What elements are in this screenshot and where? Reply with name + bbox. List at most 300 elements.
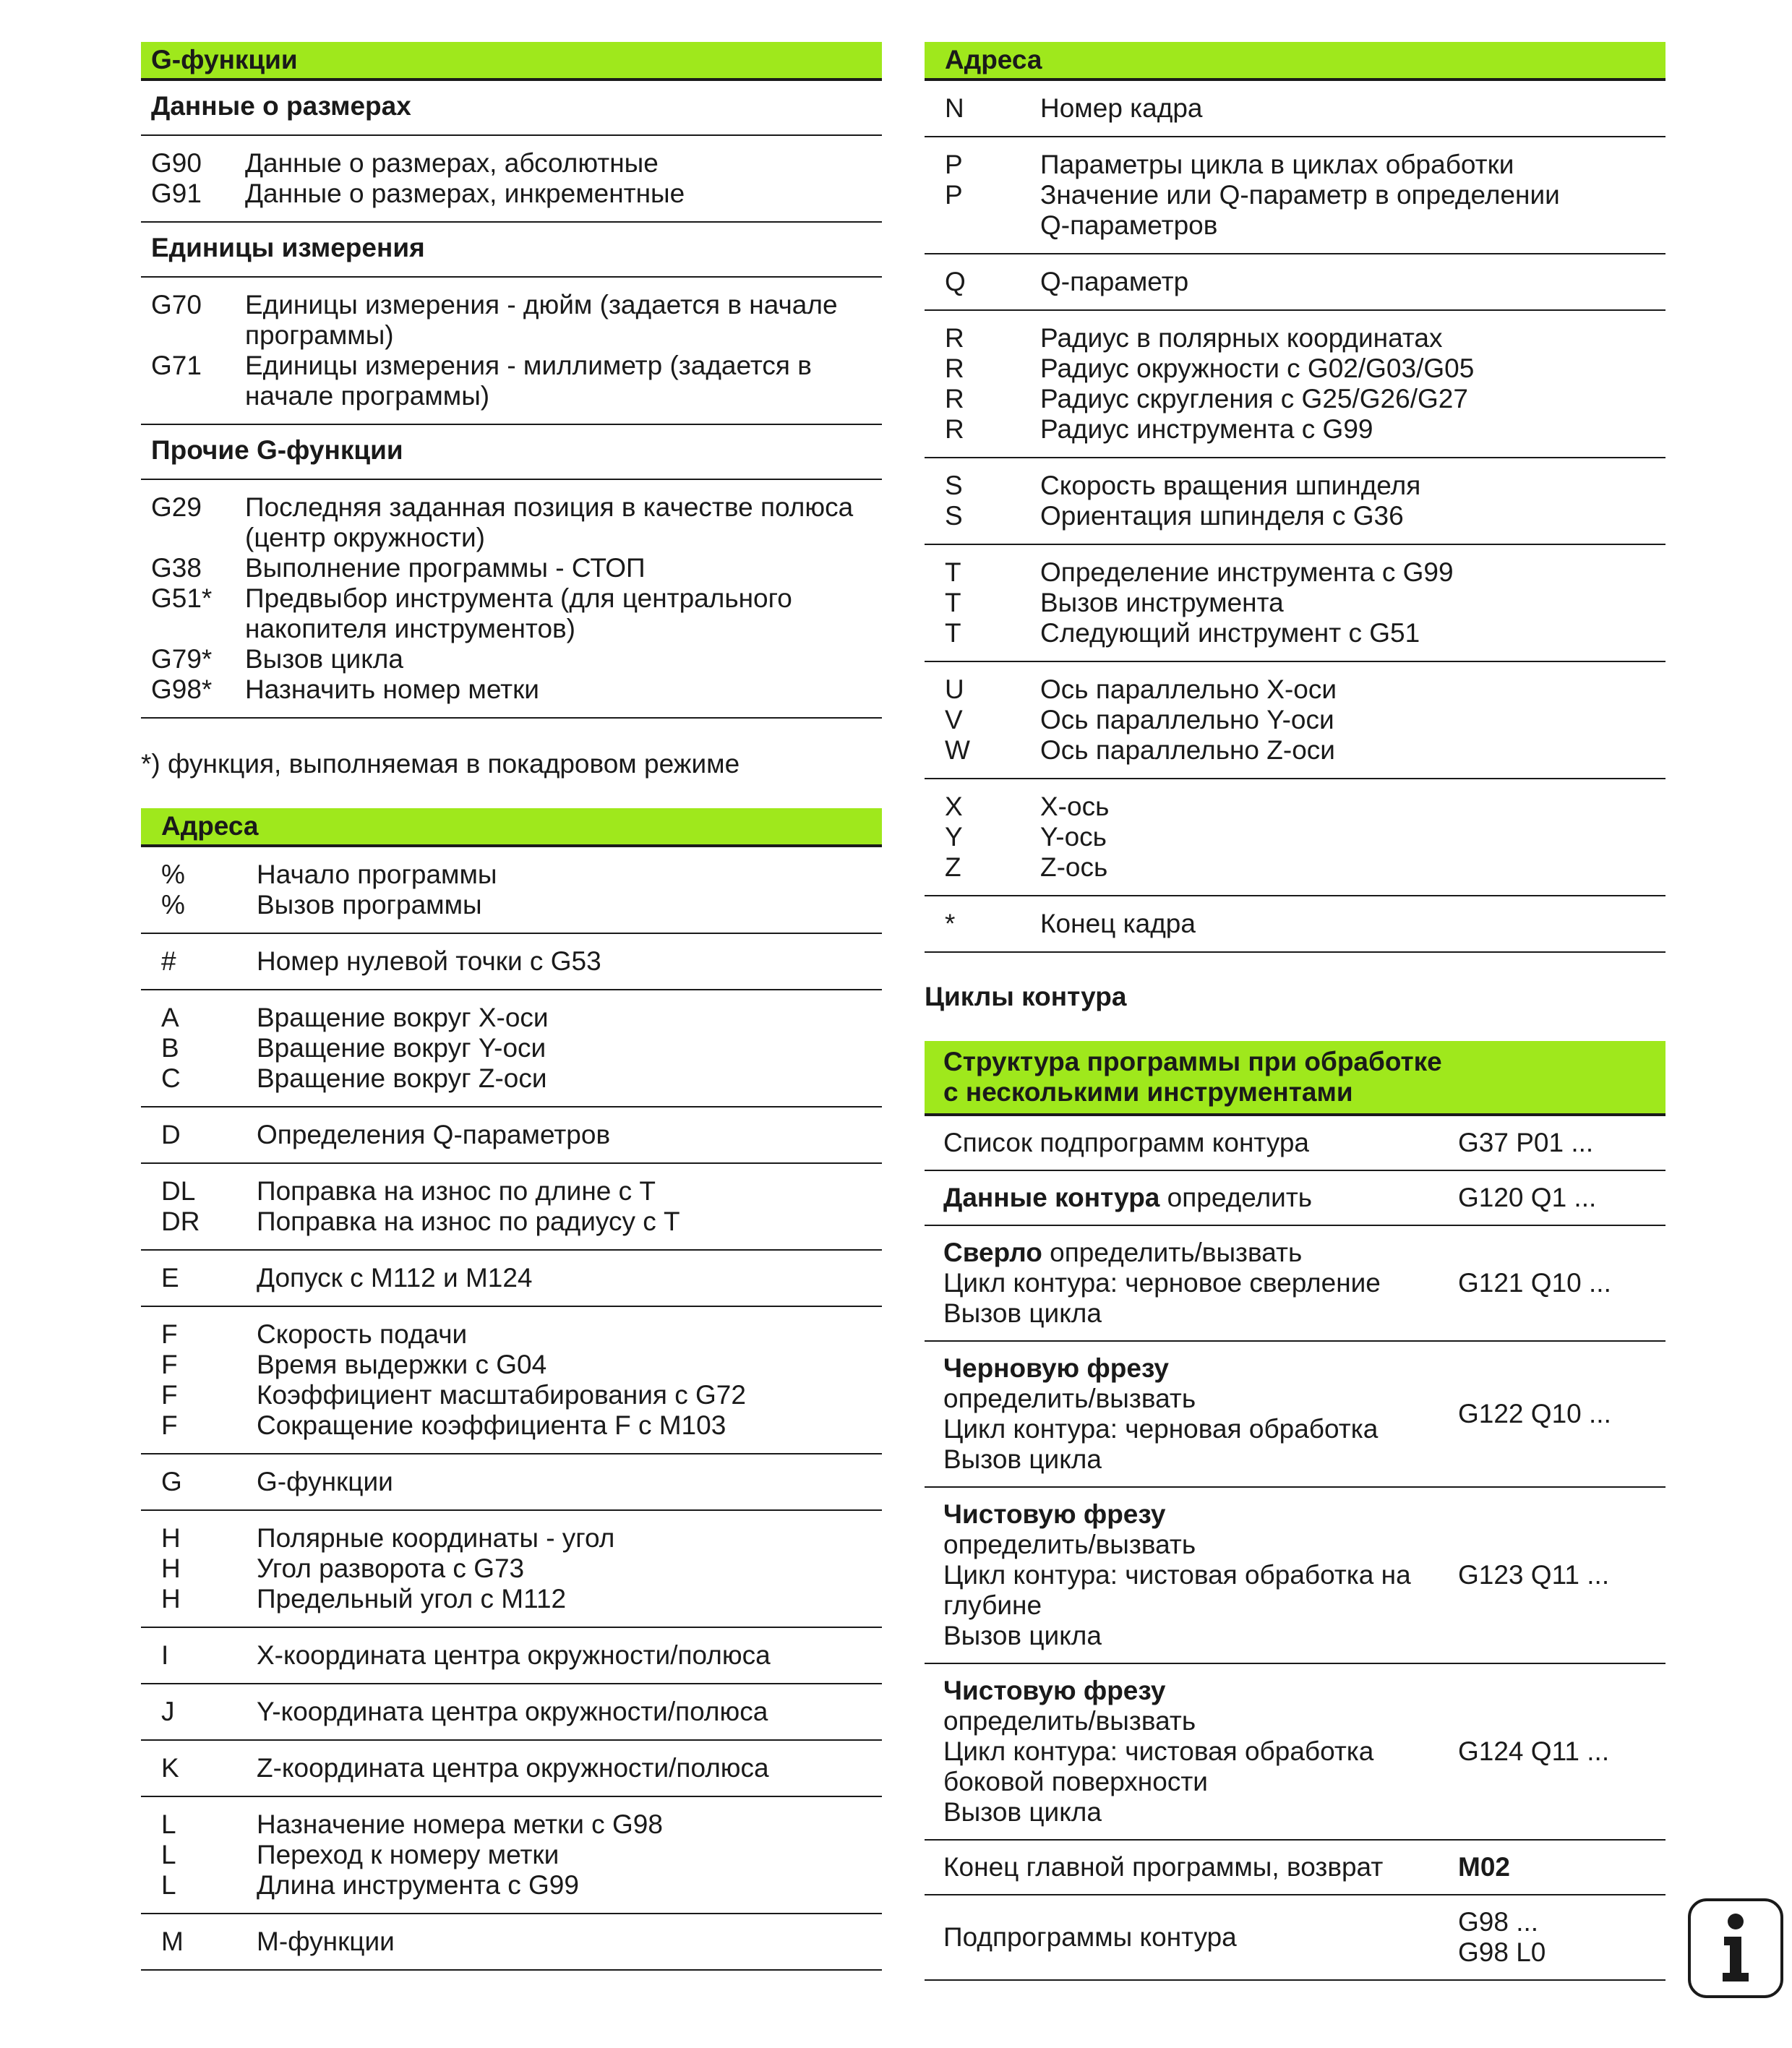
code-description [245, 492, 882, 553]
address-row [925, 414, 1665, 445]
cycle-first-line [943, 1676, 1458, 1706]
cycle-description [925, 1183, 1458, 1213]
address-description: Сокращение коэффициента F с M103 [257, 1410, 726, 1440]
description-line: программы) [245, 320, 394, 350]
cycle-bold-term: Чистовую фрезу [943, 1499, 1166, 1529]
address-letter: H [161, 1554, 181, 1583]
address-description [1040, 909, 1665, 939]
description-line: Ориентация шпинделя с G36 [1040, 501, 1404, 531]
description-line: начале программы) [245, 381, 490, 411]
address-group [925, 662, 1665, 779]
description-line: Ось параллельно Z-оси [1040, 735, 1335, 765]
address-row [925, 909, 1665, 939]
cycle-code-line: G37 P01 ... [1458, 1128, 1594, 1157]
addresses-header-right: Адреса [925, 42, 1665, 81]
address-letter: R [945, 414, 964, 444]
address-group [141, 1164, 882, 1251]
address-row [925, 323, 1665, 354]
address-group [925, 779, 1665, 896]
code-row [141, 492, 882, 553]
address-row [141, 1410, 882, 1441]
description-line: Единицы измерения - дюйм (задается в начале [245, 290, 838, 320]
description-line: Радиус инструмента с G99 [1040, 414, 1373, 444]
cycle-first-line [943, 1499, 1458, 1530]
cycle-description [925, 1676, 1458, 1828]
address-description: Допуск с M112 и M124 [257, 1263, 533, 1293]
g-code: G79* [151, 644, 213, 674]
g-code: G71 [151, 351, 202, 380]
address-letter: C [161, 1063, 181, 1093]
cycle-code [1458, 1560, 1665, 1590]
cycle-code-line: G122 Q10 ... [1458, 1399, 1611, 1428]
description-line: Вызов инструмента [1040, 588, 1284, 617]
cycle-description [925, 1238, 1458, 1329]
code-row [141, 583, 882, 644]
description-line: Значение или Q-параметр в определении [1040, 180, 1560, 210]
address-letter: N [945, 93, 964, 123]
cycle-code-line: M02 [1458, 1852, 1510, 1882]
address-row [925, 180, 1665, 241]
address-description [1040, 588, 1665, 618]
cycle-line: Цикл контура: чистовая обработка на [943, 1560, 1411, 1590]
g-code: G98* [151, 674, 213, 704]
description-line: Определение инструмента с G99 [1040, 557, 1454, 587]
address-row [925, 674, 1665, 705]
address-row [925, 93, 1665, 124]
address-group [925, 254, 1665, 311]
address-group [141, 1307, 882, 1454]
description-line: Номер кадра [1040, 93, 1203, 123]
cycle-code-line: G121 Q10 ... [1458, 1268, 1611, 1298]
address-letter: S [945, 471, 963, 500]
section-title: Прочие G-функции [141, 425, 882, 480]
address-description [1040, 384, 1665, 414]
cycle-action: определить/вызвать [1042, 1238, 1303, 1267]
cycle-line: Вызов цикла [943, 1444, 1102, 1474]
address-description: Переход к номеру метки [257, 1840, 560, 1869]
description-line: Y-ось [1040, 822, 1107, 852]
cycle-code [1458, 1268, 1665, 1298]
cycle-line: боковой поверхности [943, 1767, 1208, 1796]
address-group [141, 1251, 882, 1307]
address-letter: X [945, 792, 963, 821]
g-functions-sections [141, 81, 882, 719]
description-line: Назначить номер метки [245, 674, 539, 704]
address-row [141, 1640, 882, 1671]
address-letter: G [161, 1467, 182, 1496]
address-row [141, 860, 882, 890]
address-description: Коэффициент масштабирования с G72 [257, 1380, 746, 1410]
address-letter: I [161, 1640, 169, 1670]
address-group [925, 81, 1665, 137]
address-letter: * [945, 909, 956, 938]
cycle-first-line [943, 1183, 1458, 1213]
cycle-first-line [943, 1238, 1458, 1268]
address-description: Y-координата центра окружности/полюса [257, 1697, 768, 1726]
address-row [925, 735, 1665, 766]
cycle-line: Вызов цикла [943, 1298, 1102, 1328]
g-code: G91 [151, 179, 202, 208]
cycle-row [925, 1342, 1665, 1488]
code-group [141, 480, 882, 719]
info-icon [1688, 1898, 1783, 1998]
address-row [141, 1033, 882, 1063]
address-row [925, 618, 1665, 648]
cycle-code [1458, 1852, 1665, 1882]
description-line: Вызов цикла [245, 644, 403, 674]
address-row [141, 1809, 882, 1840]
code-row [141, 553, 882, 583]
address-row [141, 1063, 882, 1094]
cycle-code-line: G123 Q11 ... [1458, 1560, 1610, 1590]
address-letter: B [161, 1033, 179, 1063]
address-letter: F [161, 1319, 178, 1349]
address-description: X-координата центра окружности/полюса [257, 1640, 771, 1670]
left-column [141, 42, 882, 1971]
address-letter: H [161, 1523, 181, 1553]
cycle-row [925, 1116, 1665, 1171]
address-description [1040, 557, 1665, 588]
address-description [1040, 323, 1665, 354]
address-letter: L [161, 1840, 176, 1869]
code-description [245, 148, 882, 179]
address-description: Время выдержки с G04 [257, 1350, 547, 1379]
code-description [245, 179, 882, 209]
address-row [141, 1207, 882, 1237]
description-line: Q-параметров [1040, 210, 1218, 240]
cycle-line: Цикл контура: чистовая обработка [943, 1736, 1374, 1766]
address-letter: Q [945, 267, 966, 296]
section-title: Данные о размерах [141, 81, 882, 136]
contour-cycles-table [925, 1116, 1665, 1981]
cycle-line: Вызов цикла [943, 1621, 1102, 1650]
program-structure-header-line2: с несколькими инструментами [943, 1077, 1353, 1107]
cycle-first-line [943, 1353, 1458, 1384]
address-description: Полярные координаты - угол [257, 1523, 615, 1553]
cycle-line: Цикл контура: черновая обработка [943, 1414, 1379, 1444]
addresses-list-left [141, 847, 882, 1971]
code-description [245, 553, 882, 583]
address-group [141, 1454, 882, 1511]
address-description [1040, 180, 1665, 241]
cycle-line: Список подпрограмм контура [943, 1128, 1309, 1157]
address-group [925, 311, 1665, 458]
cycle-description [925, 1499, 1458, 1651]
cycle-action: определить [1159, 1183, 1313, 1212]
address-group [925, 458, 1665, 545]
address-row [141, 1003, 882, 1033]
address-letter: A [161, 1003, 179, 1032]
address-row [925, 384, 1665, 414]
description-line: накопителя инструментов) [245, 614, 576, 643]
description-line: Последняя заданная позиция в качестве полюса [245, 492, 854, 522]
address-letter: K [161, 1753, 179, 1783]
address-description: Предельный угол с M112 [257, 1584, 567, 1614]
address-group [141, 1628, 882, 1684]
code-description [245, 290, 882, 351]
address-group [141, 1107, 882, 1164]
address-row [925, 354, 1665, 384]
section-title: Единицы измерения [141, 223, 882, 278]
address-letter: H [161, 1584, 181, 1614]
cycle-line: определить/вызвать [943, 1706, 1196, 1736]
address-group [925, 545, 1665, 662]
cycle-description [925, 1353, 1458, 1475]
address-row [925, 705, 1665, 735]
address-description [1040, 674, 1665, 705]
address-letter: E [161, 1263, 179, 1293]
code-row [141, 644, 882, 674]
address-group [141, 934, 882, 990]
address-row [141, 1380, 882, 1410]
address-description: M-функции [257, 1927, 395, 1956]
address-description: Определения Q-параметров [257, 1120, 611, 1149]
contour-cycles-title: Циклы контура [925, 982, 1127, 1011]
cycle-description [925, 1128, 1458, 1158]
address-row [141, 1840, 882, 1870]
description-line: Параметры цикла в циклах обработки [1040, 150, 1514, 179]
address-row [141, 890, 882, 920]
code-group [141, 136, 882, 223]
code-row [141, 290, 882, 351]
address-description: Скорость подачи [257, 1319, 468, 1349]
address-letter: F [161, 1350, 178, 1379]
address-description [1040, 618, 1665, 648]
address-description [1040, 705, 1665, 735]
address-description: Вращение вокруг Y-оси [257, 1033, 546, 1063]
address-description [1040, 852, 1665, 883]
cycle-bold-term: Черновую фрезу [943, 1353, 1170, 1383]
cycle-line: Подпрограммы контура [943, 1922, 1237, 1952]
cycle-line: Вызов цикла [943, 1797, 1102, 1827]
address-row [141, 1319, 882, 1350]
description-line: Данные о размерах, абсолютные [245, 148, 659, 178]
address-description [1040, 354, 1665, 384]
right-column [925, 42, 1665, 1981]
address-description [1040, 93, 1665, 124]
address-description [1040, 792, 1665, 822]
cycle-bold-term: Чистовую фрезу [943, 1676, 1166, 1705]
address-letter: % [161, 860, 185, 889]
program-structure-header [925, 1041, 1665, 1116]
address-letter: U [945, 674, 964, 704]
cycle-row [925, 1488, 1665, 1664]
address-letter: R [945, 384, 964, 414]
address-letter: M [161, 1927, 184, 1956]
code-row [141, 179, 882, 209]
description-line: X-ось [1040, 792, 1110, 821]
address-group [141, 990, 882, 1107]
address-description [1040, 501, 1665, 531]
address-row [925, 852, 1665, 883]
cycle-row [925, 1895, 1665, 1981]
address-row [925, 267, 1665, 297]
address-row [141, 1697, 882, 1727]
address-description: Вращение вокруг Z-оси [257, 1063, 547, 1093]
description-line: Радиус скругления с G25/G26/G27 [1040, 384, 1468, 414]
cycle-code [1458, 1399, 1665, 1429]
g-code: G51* [151, 583, 213, 613]
description-line: Z-ось [1040, 852, 1108, 882]
address-letter: R [945, 354, 964, 383]
address-row [925, 822, 1665, 852]
cycle-line: определить/вызвать [943, 1384, 1196, 1413]
address-row [141, 1176, 882, 1207]
g-code: G38 [151, 553, 202, 583]
cycle-code-line: G98 L0 [1458, 1937, 1546, 1967]
address-row [141, 1554, 882, 1584]
address-description [1040, 471, 1665, 501]
code-description [245, 644, 882, 674]
address-letter: R [945, 323, 964, 353]
address-letter: L [161, 1809, 176, 1839]
address-group [925, 137, 1665, 254]
address-description: Поправка на износ по радиусу с T [257, 1207, 680, 1236]
address-group [141, 1684, 882, 1741]
address-group [925, 896, 1665, 953]
cycle-description [925, 1922, 1458, 1953]
address-row [925, 471, 1665, 501]
code-row [141, 148, 882, 179]
code-row [141, 351, 882, 411]
code-row [141, 674, 882, 705]
address-description [1040, 267, 1665, 297]
address-description [1040, 414, 1665, 445]
address-letter: DL [161, 1176, 196, 1206]
address-letter: F [161, 1380, 178, 1410]
address-group [141, 1914, 882, 1971]
address-letter: P [945, 180, 963, 210]
description-line: Конец кадра [1040, 909, 1196, 938]
address-description: Z-координата центра окружности/полюса [257, 1753, 769, 1783]
cycle-row [925, 1171, 1665, 1226]
cycle-description [925, 1852, 1458, 1882]
address-row [141, 1120, 882, 1150]
address-description: Угол разворота с G73 [257, 1554, 525, 1583]
address-row [141, 1350, 882, 1380]
address-description: Поправка на износ по длине с T [257, 1176, 656, 1206]
description-line: Скорость вращения шпинделя [1040, 471, 1421, 500]
address-row [925, 150, 1665, 180]
address-letter: # [161, 946, 176, 976]
description-line: Данные о размерах, инкрементные [245, 179, 685, 208]
cycle-code-line: G98 ... [1458, 1907, 1539, 1937]
cycle-bold-term: Сверло [943, 1238, 1042, 1267]
address-description: Начало программы [257, 860, 497, 889]
address-row [141, 1753, 882, 1783]
program-structure-header-line1: Структура программы при обработке [943, 1047, 1442, 1076]
description-line: Радиус в полярных координатах [1040, 323, 1443, 353]
address-letter: V [945, 705, 963, 734]
address-row [141, 1584, 882, 1614]
address-description [1040, 822, 1665, 852]
address-letter: L [161, 1870, 176, 1900]
address-letter: T [945, 557, 961, 587]
address-letter: D [161, 1120, 181, 1149]
address-letter: F [161, 1410, 178, 1440]
address-group [141, 847, 882, 934]
address-letter: Z [945, 852, 961, 882]
address-row [141, 1467, 882, 1497]
address-row [925, 588, 1665, 618]
address-row [925, 501, 1665, 531]
addresses-header-left: Адреса [141, 808, 882, 847]
address-row [141, 1263, 882, 1293]
address-row [925, 557, 1665, 588]
address-description: Назначение номера метки с G98 [257, 1809, 663, 1839]
address-letter: T [945, 618, 961, 648]
address-letter: P [945, 150, 963, 179]
cycle-code-line: G120 Q1 ... [1458, 1183, 1597, 1212]
cycle-line: Конец главной программы, возврат [943, 1852, 1384, 1882]
cycle-row [925, 1841, 1665, 1895]
address-letter: Y [945, 822, 963, 852]
cycle-line: глубине [943, 1590, 1042, 1620]
addresses-list-right [925, 81, 1665, 953]
address-row [141, 946, 882, 977]
address-description: G-функции [257, 1467, 393, 1496]
address-group [141, 1741, 882, 1797]
description-line: Выполнение программы - СТОП [245, 553, 646, 583]
cycle-bold-term: Данные контура [943, 1183, 1160, 1212]
address-group [141, 1797, 882, 1914]
description-line: Следующий инструмент с G51 [1040, 618, 1420, 648]
cycle-code [1458, 1907, 1665, 1968]
code-description [245, 351, 882, 411]
description-line: Ось параллельно Y-оси [1040, 705, 1334, 734]
g-code: G70 [151, 290, 202, 320]
address-letter: % [161, 890, 185, 920]
code-description [245, 674, 882, 705]
code-description [245, 583, 882, 644]
address-row [141, 1870, 882, 1901]
description-line: Q-параметр [1040, 267, 1189, 296]
cycle-line: Цикл контура: черновое сверление [943, 1268, 1381, 1298]
address-description: Длина инструмента с G99 [257, 1870, 579, 1900]
address-letter: DR [161, 1207, 200, 1236]
address-description [1040, 735, 1665, 766]
g-functions-header: G-функции [141, 42, 882, 81]
address-group [141, 1511, 882, 1628]
g-code: G29 [151, 492, 202, 522]
description-line: (центр окружности) [245, 523, 485, 552]
cycle-line: определить/вызвать [943, 1530, 1196, 1559]
cycle-code [1458, 1183, 1665, 1213]
address-row [141, 1927, 882, 1957]
code-group [141, 278, 882, 425]
footnote: *) функция, выполняемая в покадровом режиме [141, 749, 740, 779]
address-description: Номер нулевой точки с G53 [257, 946, 601, 976]
address-letter: S [945, 501, 963, 531]
g-code: G90 [151, 148, 202, 178]
address-letter: J [161, 1697, 175, 1726]
address-row [141, 1523, 882, 1554]
address-letter: T [945, 588, 961, 617]
description-line: Единицы измерения - миллиметр (задается в [245, 351, 812, 380]
description-line: Радиус окружности с G02/G03/G05 [1040, 354, 1475, 383]
address-description [1040, 150, 1665, 180]
cycle-row [925, 1664, 1665, 1841]
description-line: Предвыбор инструмента (для центрального [245, 583, 792, 613]
cycle-code [1458, 1736, 1665, 1767]
cycle-row [925, 1226, 1665, 1342]
address-letter: W [945, 735, 970, 765]
description-line: Ось параллельно X-оси [1040, 674, 1337, 704]
cycle-code-line: G124 Q11 ... [1458, 1736, 1610, 1766]
address-description: Вызов программы [257, 890, 482, 920]
info-i-glyph [1714, 1912, 1757, 1984]
cycle-code [1458, 1128, 1665, 1158]
